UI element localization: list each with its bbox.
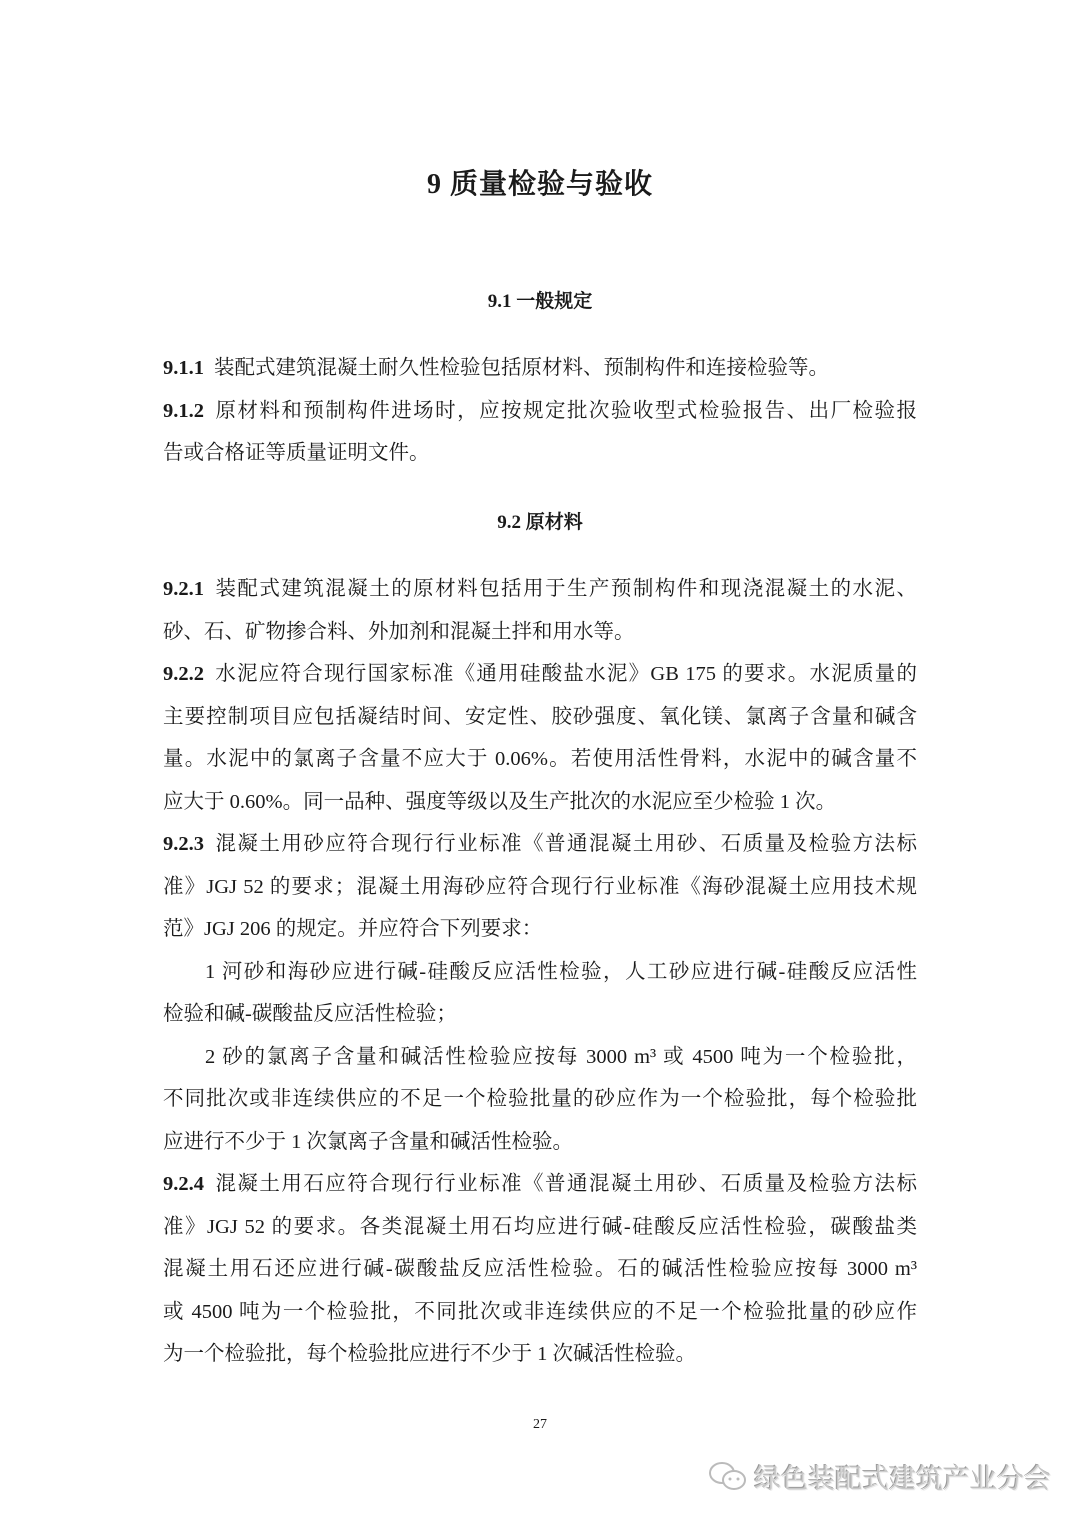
line-text: 应大于 0.60%。同一品种、强度等级以及生产批次的水泥应至少检验 1 次。 — [163, 790, 837, 813]
text-line — [163, 738, 917, 781]
line-text: 原材料和预制构件进场时，应按规定批次验收型式检验报告、出厂检验报 — [214, 399, 917, 422]
text-line — [163, 951, 917, 994]
clause-number: 9.2.3 — [163, 833, 204, 855]
line-text: 告或合格证等质量证明文件。 — [163, 442, 430, 464]
line-text: 水泥应符合现行国家标准《通用硅酸盐水泥》GB 175 的要求。水泥质量的 — [214, 663, 917, 685]
clause-number: 9.2.4 — [163, 1173, 204, 1195]
line-text: 准》JGJ 52 的要求；混凝土用海砂应符合现行行业标准《海砂混凝土应用技术规 — [163, 875, 917, 898]
text-line — [163, 1078, 917, 1121]
line-text: 混凝土用砂应符合现行行业标准《普通混凝土用砂、石质量及检验方法标 — [214, 833, 917, 855]
page-number: 27 — [533, 1417, 547, 1432]
section-heading-9-2: 9.2 原材料 — [497, 512, 583, 533]
line-text: 为一个检验批，每个检验批应进行不少于 1 次碱活性检验。 — [163, 1343, 696, 1365]
section-heading-9-1: 9.1 一般规定 — [487, 291, 593, 312]
section-9-1-body — [163, 347, 917, 475]
clause-line — [163, 823, 917, 866]
line-text: 混凝土用石还应进行碱-碳酸盐反应活性检验。石的碱活性检验应按每 3000 m³ — [163, 1258, 917, 1280]
text-line — [163, 1333, 917, 1376]
text-line — [163, 781, 917, 824]
line-text: 量。水泥中的氯离子含量不应大于 0.06%。若使用活性骨料，水泥中的碱含量不 — [163, 748, 917, 770]
text-line — [163, 866, 917, 909]
line-text: 不同批次或非连续供应的不足一个检验批量的砂应作为一个检验批，每个检验批 — [163, 1088, 917, 1110]
wechat-icon — [708, 1461, 748, 1493]
line-text: 装配式建筑混凝土耐久性检验包括原材料、预制构件和连接检验等。 — [214, 357, 829, 379]
watermark — [708, 1457, 1051, 1496]
line-text: 混凝土用石应符合现行行业标准《普通混凝土用砂、石质量及检验方法标 — [214, 1173, 917, 1195]
clause-number: 9.2.2 — [163, 663, 204, 685]
clause-number: 9.1.1 — [163, 357, 204, 379]
watermark-text: 绿色装配式建筑产业分会 — [754, 1464, 1051, 1495]
line-text: 装配式建筑混凝土的原材料包括用于生产预制构件和现浇混凝土的水泥、 — [214, 578, 917, 600]
text-line — [163, 908, 917, 951]
clause-line — [163, 347, 917, 390]
line-text: 应进行不少于 1 次氯离子含量和碱活性检验。 — [163, 1130, 573, 1153]
line-text: 范》JGJ 206 的规定。并应符合下列要求： — [163, 918, 543, 940]
line-text: 或 4500 吨为一个检验批，不同批次或非连续供应的不足一个检验批量的砂应作 — [163, 1300, 917, 1323]
text-line — [163, 1206, 917, 1249]
clause-line — [163, 568, 917, 611]
clause-number: 9.2.1 — [163, 578, 204, 600]
text-line — [163, 993, 917, 1036]
text-line — [163, 1248, 917, 1291]
line-text: 2 砂的氯离子含量和碱活性检验应按每 3000 m³ 或 4500 吨为一个检验批， — [205, 1045, 917, 1068]
text-line — [163, 611, 917, 654]
text-line — [163, 1121, 917, 1164]
section-9-2-body — [163, 568, 917, 1376]
text-line — [163, 432, 917, 475]
line-text: 砂、石、矿物掺合料、外加剂和混凝土拌和用水等。 — [163, 620, 635, 643]
clause-line — [163, 390, 917, 433]
text-line — [163, 696, 917, 739]
text-line — [163, 1291, 917, 1334]
clause-line — [163, 653, 917, 696]
clause-number: 9.1.2 — [163, 399, 204, 422]
chapter-title: 9 质量检验与验收 — [426, 169, 653, 200]
line-text: 准》JGJ 52 的要求。各类混凝土用石均应进行碱-硅酸反应活性检验，碳酸盐类 — [163, 1215, 917, 1238]
line-text: 主要控制项目应包括凝结时间、安定性、胶砂强度、氧化镁、氯离子含量和碱含 — [163, 705, 917, 728]
text-line — [163, 1036, 917, 1079]
line-text: 1 河砂和海砂应进行碱-硅酸反应活性检验，人工砂应进行碱-硅酸反应活性 — [205, 960, 917, 983]
line-text: 检验和碱-碳酸盐反应活性检验； — [163, 1003, 457, 1025]
clause-line — [163, 1163, 917, 1206]
